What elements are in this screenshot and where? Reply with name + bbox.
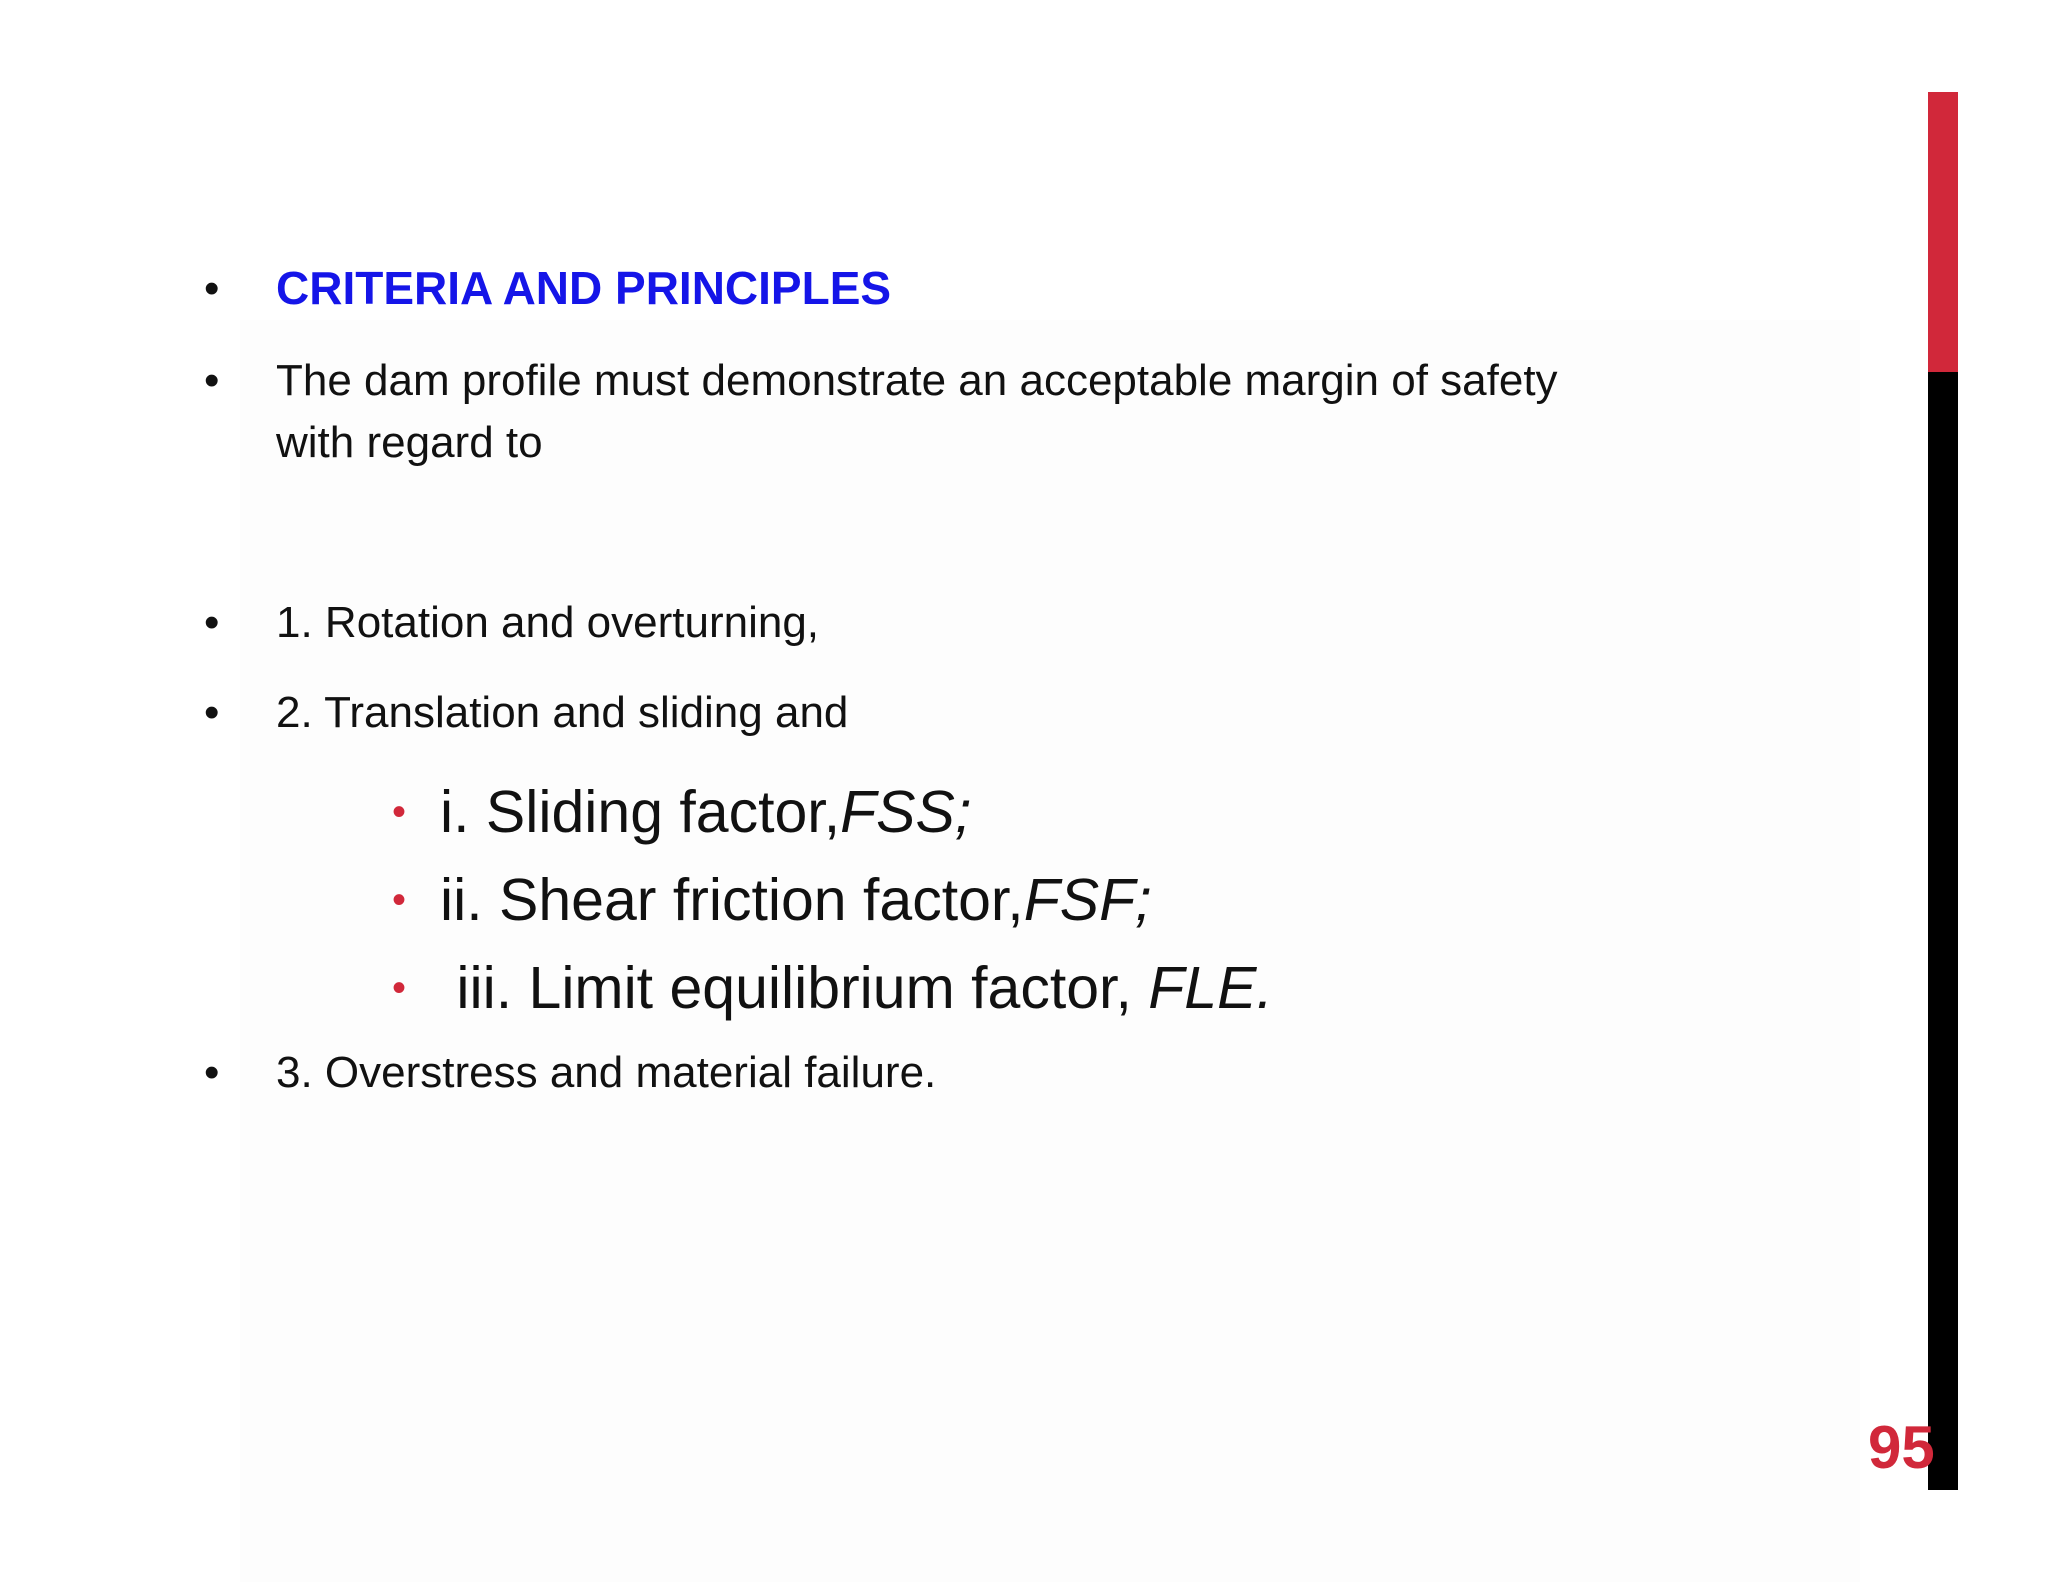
bullet-heading: • [204,264,220,313]
item-translation-sliding: 2. Translation and sliding and [276,688,849,737]
page-number: 95 [1868,1414,1935,1481]
sub-item-3-label: iii. Limit equilibrium factor, [440,955,1149,1021]
sub-item-2-label: ii. Shear friction factor, [440,867,1024,933]
bullet-intro: • [204,356,220,405]
bullet-item-1: • [204,598,220,647]
item-rotation-overturning: 1. Rotation and overturning, [276,598,820,647]
sub-bullet-2: • [392,878,407,922]
sub-item-1-label: i. Sliding factor, [440,779,841,845]
heading-criteria-principles: CRITERIA AND PRINCIPLES [276,262,892,314]
intro-text-line-1: The dam profile must demonstrate an acceptable margin of safety [276,356,1558,405]
item-overstress-material-failure: 3. Overstress and material failure. [276,1048,937,1097]
bullet-item-2: • [204,688,220,737]
sub-bullet-3: • [392,966,407,1010]
sub-item-3-abbr: FLE. [1148,955,1273,1021]
accent-bar-red [1928,92,1958,372]
sub-item-limit-equilibrium-factor [440,947,1273,1030]
bullet-item-3: • [204,1048,220,1097]
sub-bullet-1: • [392,790,407,834]
intro-text-line-2: with regard to [276,418,543,467]
sub-item-sliding-factor [440,771,971,854]
accent-bar-black [1928,372,1958,1490]
sub-item-1-abbr: FSS; [840,779,972,845]
sub-item-2-abbr: FSF; [1023,867,1152,933]
sub-item-shear-friction-factor [440,859,1152,942]
